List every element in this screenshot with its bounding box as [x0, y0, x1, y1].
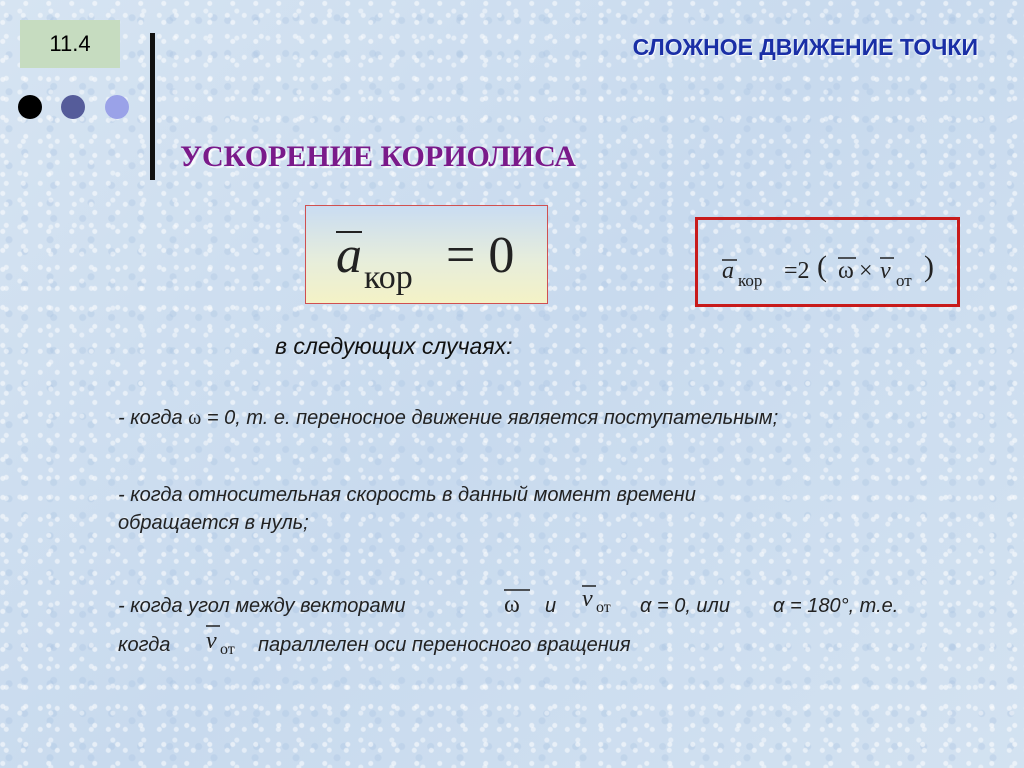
decorative-dot-light-blue	[105, 95, 129, 119]
cross-symbol: ×	[859, 258, 873, 284]
case-1-suffix: = 0, т. е. переносное движение является поступательным;	[201, 407, 779, 429]
left-paren: (	[817, 250, 827, 283]
case-item-1	[118, 404, 778, 432]
velocity-symbol: v	[206, 628, 217, 654]
omega-symbol: ω	[188, 407, 202, 429]
cases-title: в следующих случаях:	[275, 333, 513, 359]
case-3-prefix: - когда угол между векторами	[118, 595, 406, 617]
accel-subscript: кор	[364, 259, 413, 296]
slide-heading: УСКОРЕНИЕ КОРИОЛИСА	[180, 140, 576, 173]
omega-vector	[500, 582, 540, 622]
velocity-vector	[578, 580, 630, 620]
formula-rhs: = 0	[446, 227, 515, 284]
case-item-3-line-2-prefix: когда	[118, 634, 171, 656]
slide-number: 11.4	[20, 20, 120, 68]
accel-symbol: a	[722, 258, 734, 284]
decorative-dot-black	[18, 95, 42, 119]
decorative-dot-dark-blue	[61, 95, 85, 119]
case-2-line-1: - когда относительная скорость в данный момент времени	[118, 484, 696, 506]
vertical-divider	[150, 33, 155, 180]
velocity-subscript: от	[596, 599, 611, 616]
conjunction-and: и	[545, 595, 557, 617]
velocity-symbol: v	[582, 586, 593, 612]
right-paren: )	[924, 250, 934, 283]
velocity-vector	[202, 620, 254, 662]
alpha-condition-1: α = 0, или	[640, 595, 730, 617]
case-item-3-line-2-suffix: параллелен оси переносного вращения	[258, 634, 631, 656]
alpha-condition-2: α = 180°, т.е.	[773, 595, 899, 617]
velocity-symbol: v	[880, 258, 891, 284]
case-item-3-line-1	[118, 592, 406, 620]
case-1-prefix: - когда	[118, 407, 189, 429]
velocity-subscript: от	[220, 641, 235, 658]
accel-subscript: кор	[738, 271, 763, 290]
formula-coriolis-definition	[695, 217, 960, 307]
omega-symbol: ω	[838, 258, 854, 284]
topic-title: СЛОЖНОЕ ДВИЖЕНИЕ ТОЧКИ	[632, 34, 978, 60]
accel-symbol: a	[336, 227, 362, 284]
velocity-subscript: от	[896, 271, 912, 290]
equals-two: =2	[784, 258, 810, 284]
case-item-2	[118, 481, 696, 537]
formula-coriolis-zero	[305, 205, 548, 304]
case-2-line-2: обращается в нуль;	[118, 512, 309, 534]
omega-symbol: ω	[504, 592, 520, 618]
